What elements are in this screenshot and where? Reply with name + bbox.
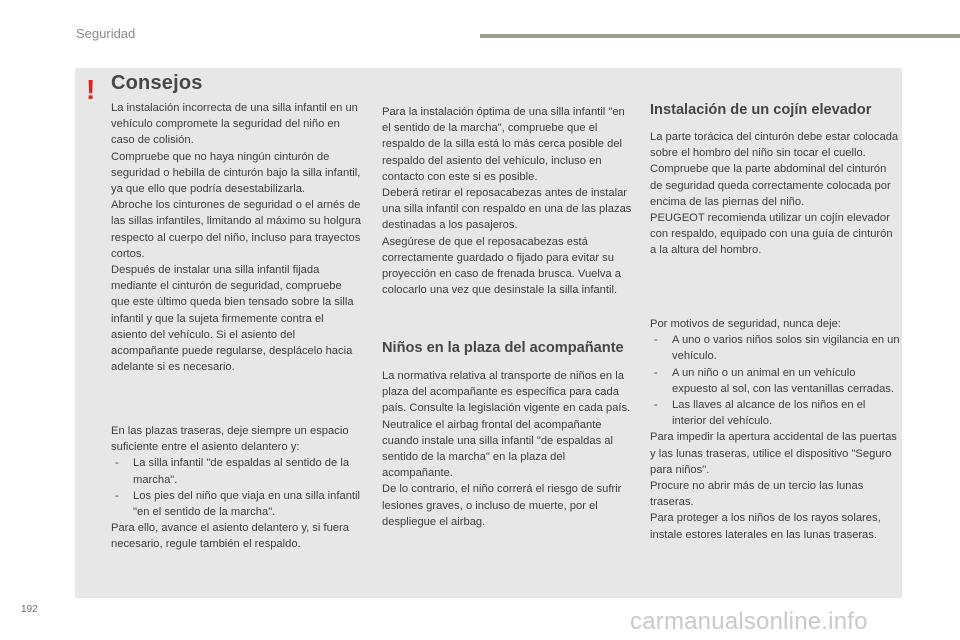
subsection-heading: Instalación de un cojín elevador: [650, 102, 872, 118]
list-item: - A un niño o un animal en un vehículo expuesto al sol, con las ventanillas cerradas.: [650, 365, 900, 397]
paragraph: Neutralice el airbag frontal del acompañante cuando instale una silla infantil "de espaldas al sentido de la marcha" en la plaza del acompañante.: [382, 418, 613, 480]
list-intro: En las plazas traseras, deje siempre un espacio suficiente entre el asiento delantero y:: [111, 425, 349, 454]
column-3-heading-wrap: [650, 102, 900, 118]
paragraph: Para proteger a los niños de los rayos solares, instale estores laterales en las lunas traseras.: [650, 512, 881, 541]
list-item: - La silla infantil "de espaldas al sentido de la marcha".: [111, 455, 366, 487]
paragraph: Después de instalar una silla infantil fijada mediante el cinturón de seguridad, compruebe que este último queda bien tensado sobre la silla infantil y que la sujeta firmemente contra el asiento del vehículo. Si el asiento del acompañante puede regularse, desplácelo hacia adelante si es necesario.: [111, 264, 354, 374]
paragraph: De lo contrario, el niño correrá el riesgo de sufrir lesiones graves, o incluso de muerte, por el despliegue el airbag.: [382, 483, 622, 528]
column-2-heading-wrap: [382, 340, 642, 356]
paragraph: Compruebe que no haya ningún cinturón de seguridad o hebilla de cinturón bajo la silla infantil, ya que ello que podría desestabilizarla.: [111, 150, 361, 196]
column-2-block-1: [382, 104, 632, 298]
column-3-block-1: [650, 129, 900, 259]
column-1-block-1: [111, 100, 361, 375]
list-item: - Las llaves al alcance de los niños en el interior del vehículo.: [650, 397, 900, 429]
paragraph: Procure no abrir más de un tercio las lunas traseras.: [650, 480, 864, 509]
paragraph: Abroche los cinturones de seguridad o el arnés de las sillas infantiles, limitando al máximo su holgura respecto al cuerpo del niño, incluso para trayectos cortos.: [111, 199, 361, 260]
panel-heading: Consejos: [111, 72, 203, 94]
header-bar: [480, 34, 960, 38]
watermark: carmanualsonline.info: [630, 608, 868, 635]
paragraph: Para la instalación óptima de una silla infantil "en el sentido de la marcha", compruebe que el respaldo de la silla está lo más cerca posible del respaldo del asiento del vehículo, incluso en contacto con este si es posible.: [382, 106, 625, 183]
list-item: - Los pies del niño que viaja en una silla infantil "en el sentido de la marcha".: [111, 488, 366, 520]
column-1-block-2: [111, 423, 366, 553]
paragraph: PEUGEOT recomienda utilizar un cojín elevador con respaldo, equipado con una guía de cinturón a la altura del hombro.: [650, 212, 893, 257]
paragraph: Para ello, avance el asiento delantero y, si fuera necesario, regule también el respaldo.: [111, 522, 349, 551]
paragraph: Asegúrese de que el reposacabezas está correctamente guardado o fijado para evitar su proyección en caso de frenada brusca. Vuelva a colocarlo una vez que desinstale la silla infantil.: [382, 235, 622, 297]
column-3-block-2: [650, 316, 900, 543]
section-title: Seguridad: [76, 26, 136, 41]
paragraph: La normativa relativa al transporte de niños en la plaza del acompañante es específica para cada país. Consulte la legislación vigente en cada país.: [382, 370, 631, 415]
subsection-heading: Niños en la plaza del acompañante: [382, 340, 624, 356]
paragraph: Deberá retirar el reposacabezas antes de instalar una silla infantil con respaldo en una de las plazas destinadas a los pasajeros.: [382, 187, 632, 232]
paragraph: La instalación incorrecta de una silla infantil en un vehículo compromete la seguridad del niño en caso de colisión.: [111, 102, 358, 147]
paragraph: La parte torácica del cinturón debe estar colocada sobre el hombro del niño sin tocar el cuello.: [650, 131, 899, 160]
paragraph: Compruebe que la parte abdominal del cinturón de seguridad queda correctamente colocada por encima de las piernas del niño.: [650, 163, 891, 208]
list-item: - A uno o varios niños solos sin vigilancia en un vehículo.: [650, 332, 900, 364]
page-number: 192: [21, 604, 38, 615]
list-intro: Por motivos de seguridad, nunca deje:: [650, 318, 841, 330]
exclamation-icon: !: [86, 74, 96, 105]
column-2-block-2: [382, 368, 632, 530]
paragraph: Para impedir la apertura accidental de las puertas y las lunas traseras, utilice el dispositivo "Seguro para niños".: [650, 431, 897, 476]
